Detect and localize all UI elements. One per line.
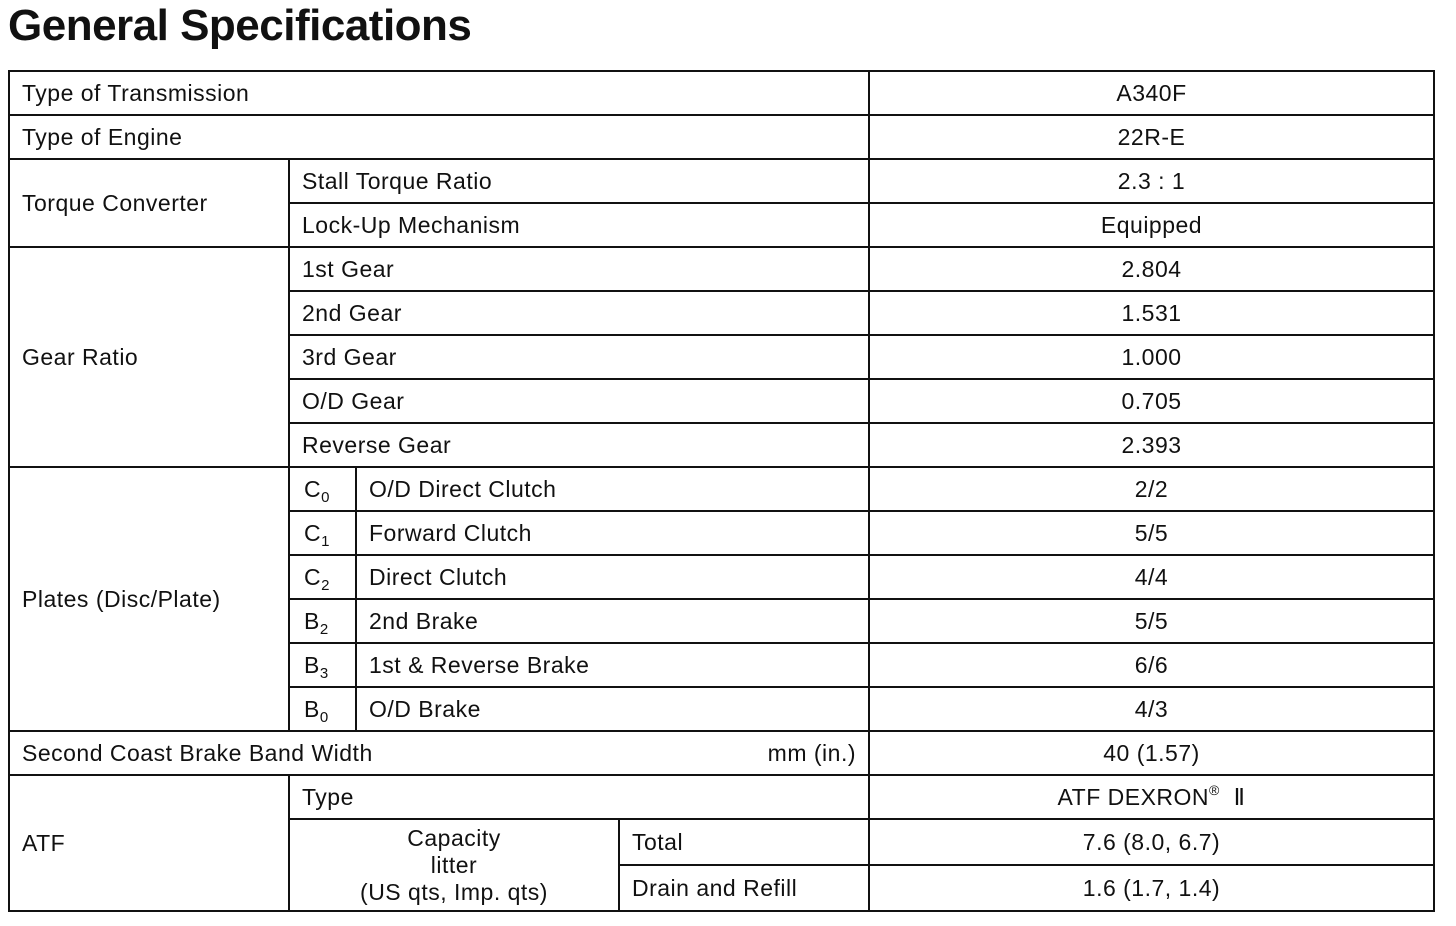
plate-item-label: O/D Direct Clutch bbox=[356, 467, 869, 511]
gear-item-value: 0.705 bbox=[869, 379, 1434, 423]
atf-total-label: Total bbox=[619, 819, 869, 865]
plate-item-label: 2nd Brake bbox=[356, 599, 869, 643]
table-row bbox=[9, 159, 1434, 203]
gear-item-label: 1st Gear bbox=[289, 247, 869, 291]
plates-label: Plates (Disc/Plate) bbox=[9, 467, 289, 731]
type-of-engine-label: Type of Engine bbox=[9, 115, 869, 159]
plate-item-label: Forward Clutch bbox=[356, 511, 869, 555]
type-of-transmission-label: Type of Transmission bbox=[9, 71, 869, 115]
plate-item-value: 4/3 bbox=[869, 687, 1434, 731]
table-row bbox=[9, 775, 1434, 819]
band-width-cell bbox=[9, 731, 869, 775]
gear-item-value: 2.804 bbox=[869, 247, 1434, 291]
table-row bbox=[9, 71, 1434, 115]
plate-symbol: $B_3$ bbox=[289, 643, 356, 687]
stall-torque-ratio-value: 2.3 : 1 bbox=[869, 159, 1434, 203]
plate-item-value: 6/6 bbox=[869, 643, 1434, 687]
atf-type-value: ATF DEXRON® Ⅱ bbox=[869, 775, 1434, 819]
stall-torque-ratio-label: Stall Torque Ratio bbox=[289, 159, 869, 203]
capacity-line: (US qts, Imp. qts) bbox=[360, 878, 548, 905]
gear-item-label: Reverse Gear bbox=[289, 423, 869, 467]
plate-item-label: 1st & Reverse Brake bbox=[356, 643, 869, 687]
plate-symbol: $C_2$ bbox=[289, 555, 356, 599]
gear-item-label: 2nd Gear bbox=[289, 291, 869, 335]
type-of-transmission-value: A340F bbox=[869, 71, 1434, 115]
lock-up-mechanism-value: Equipped bbox=[869, 203, 1434, 247]
plate-item-label: O/D Brake bbox=[356, 687, 869, 731]
plate-item-value: 4/4 bbox=[869, 555, 1434, 599]
band-width-label: Second Coast Brake Band Width bbox=[22, 739, 373, 766]
gear-ratio-label: Gear Ratio bbox=[9, 247, 289, 467]
plate-item-value: 5/5 bbox=[869, 599, 1434, 643]
band-width-value: 40 (1.57) bbox=[869, 731, 1434, 775]
band-width-units: mm (in.) bbox=[767, 739, 856, 766]
table-row bbox=[9, 247, 1434, 291]
atf-total-value: 7.6 (8.0, 6.7) bbox=[869, 819, 1434, 865]
plate-item-value: 2/2 bbox=[869, 467, 1434, 511]
gear-item-label: 3rd Gear bbox=[289, 335, 869, 379]
plate-item-value: 5/5 bbox=[869, 511, 1434, 555]
plate-symbol: $C_1$ bbox=[289, 511, 356, 555]
plate-symbol: $B_0$ bbox=[289, 687, 356, 731]
gear-item-label: O/D Gear bbox=[289, 379, 869, 423]
plate-item-label: Direct Clutch bbox=[356, 555, 869, 599]
capacity-line: Capacity bbox=[407, 824, 501, 851]
specifications-table bbox=[8, 70, 1435, 912]
atf-capacity-label bbox=[289, 819, 619, 911]
atf-label: ATF bbox=[9, 775, 289, 911]
atf-drain-value: 1.6 (1.7, 1.4) bbox=[869, 865, 1434, 911]
gear-item-value: 1.531 bbox=[869, 291, 1434, 335]
type-of-engine-value: 22R-E bbox=[869, 115, 1434, 159]
atf-drain-label: Drain and Refill bbox=[619, 865, 869, 911]
atf-type-label: Type bbox=[289, 775, 869, 819]
table-row bbox=[9, 731, 1434, 775]
torque-converter-label: Torque Converter bbox=[9, 159, 289, 247]
gear-item-value: 1.000 bbox=[869, 335, 1434, 379]
plate-symbol: $C_0$ bbox=[289, 467, 356, 511]
table-row bbox=[9, 467, 1434, 511]
capacity-line: litter bbox=[430, 851, 478, 878]
table-row bbox=[9, 115, 1434, 159]
page-title: General Specifications bbox=[8, 1, 472, 50]
gear-item-value: 2.393 bbox=[869, 423, 1434, 467]
lock-up-mechanism-label: Lock-Up Mechanism bbox=[289, 203, 869, 247]
plate-symbol: $B_2$ bbox=[289, 599, 356, 643]
